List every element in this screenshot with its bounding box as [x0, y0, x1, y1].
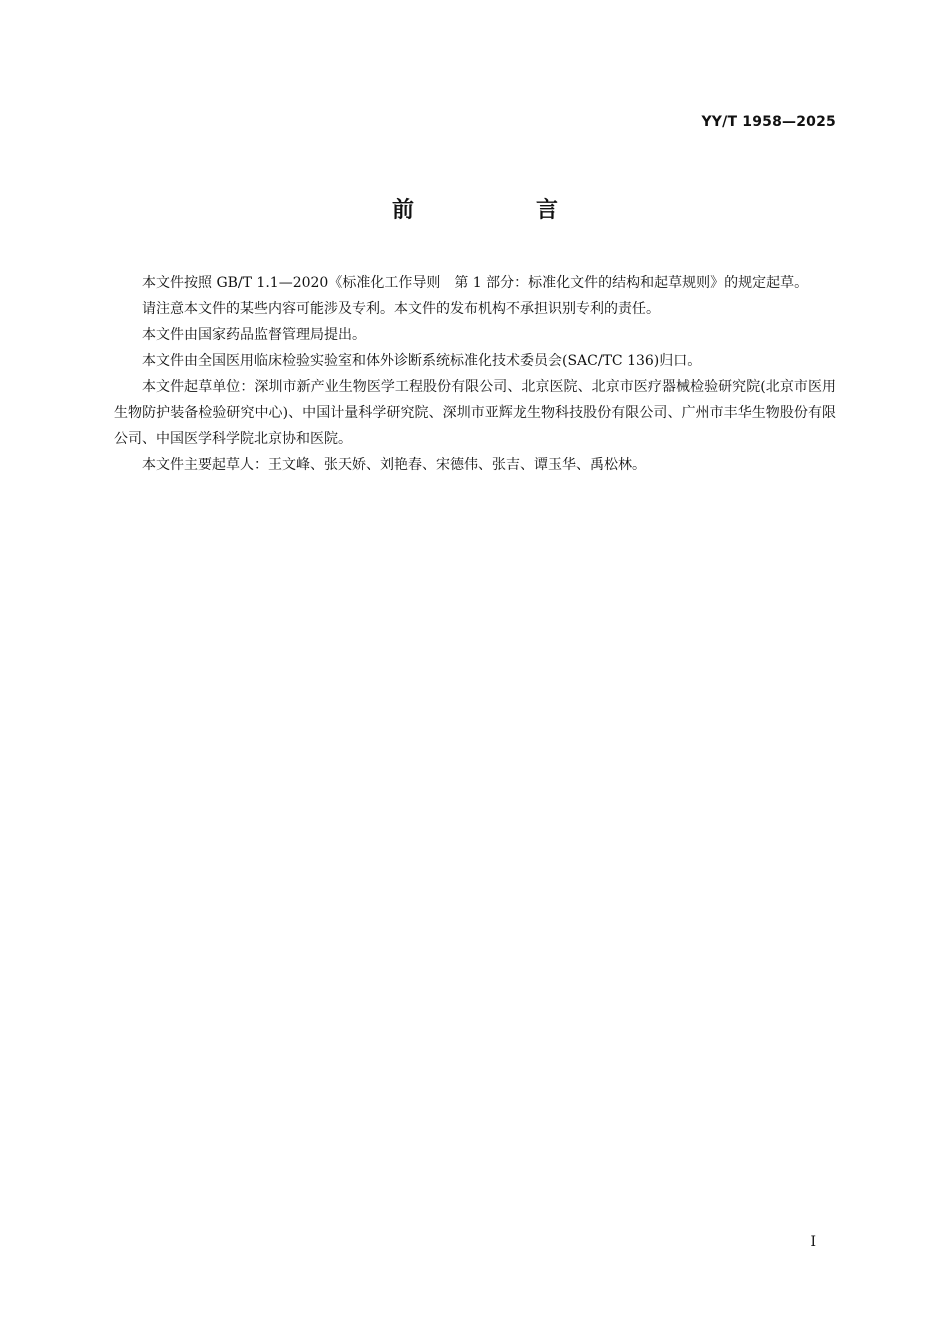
paragraph-technical-committee: 本文件由全国医用临床检验实验室和体外诊断系统标准化技术委员会(SAC/TC 136)归口。 [142, 353, 702, 369]
document-number: YY/T 1958—2025 [701, 114, 836, 130]
paragraph-main-drafters: 本文件主要起草人：王文峰、张天娇、刘艳春、宋德伟、张吉、谭玉华、禹松林。 [142, 457, 646, 473]
paragraph-drafting-rules: 本文件按照 GB/T 1.1—2020《标准化工作导则 第 1 部分：标准化文件的结构和起草规则》的规定起草。 [142, 275, 809, 291]
paragraph-proposer: 本文件由国家药品监督管理局提出。 [142, 327, 366, 343]
paragraph-patent-notice: 请注意本文件的某些内容可能涉及专利。本文件的发布机构不承担识别专利的责任。 [142, 301, 660, 317]
foreword-body [114, 270, 836, 478]
page-title: 前 言 [391, 198, 608, 223]
paragraph-drafting-organizations: 本文件起草单位：深圳市新产业生物医学工程股份有限公司、北京医院、北京市医疗器械检验研究院(北京市医用生物防护装备检验研究中心)、中国计量科学研究院、深圳市亚辉龙生物科技股份有限公司、广州市丰华生物股份有限公司、中国医学科学院北京协和医院。 [114, 379, 836, 447]
page-number: I [810, 1234, 816, 1250]
